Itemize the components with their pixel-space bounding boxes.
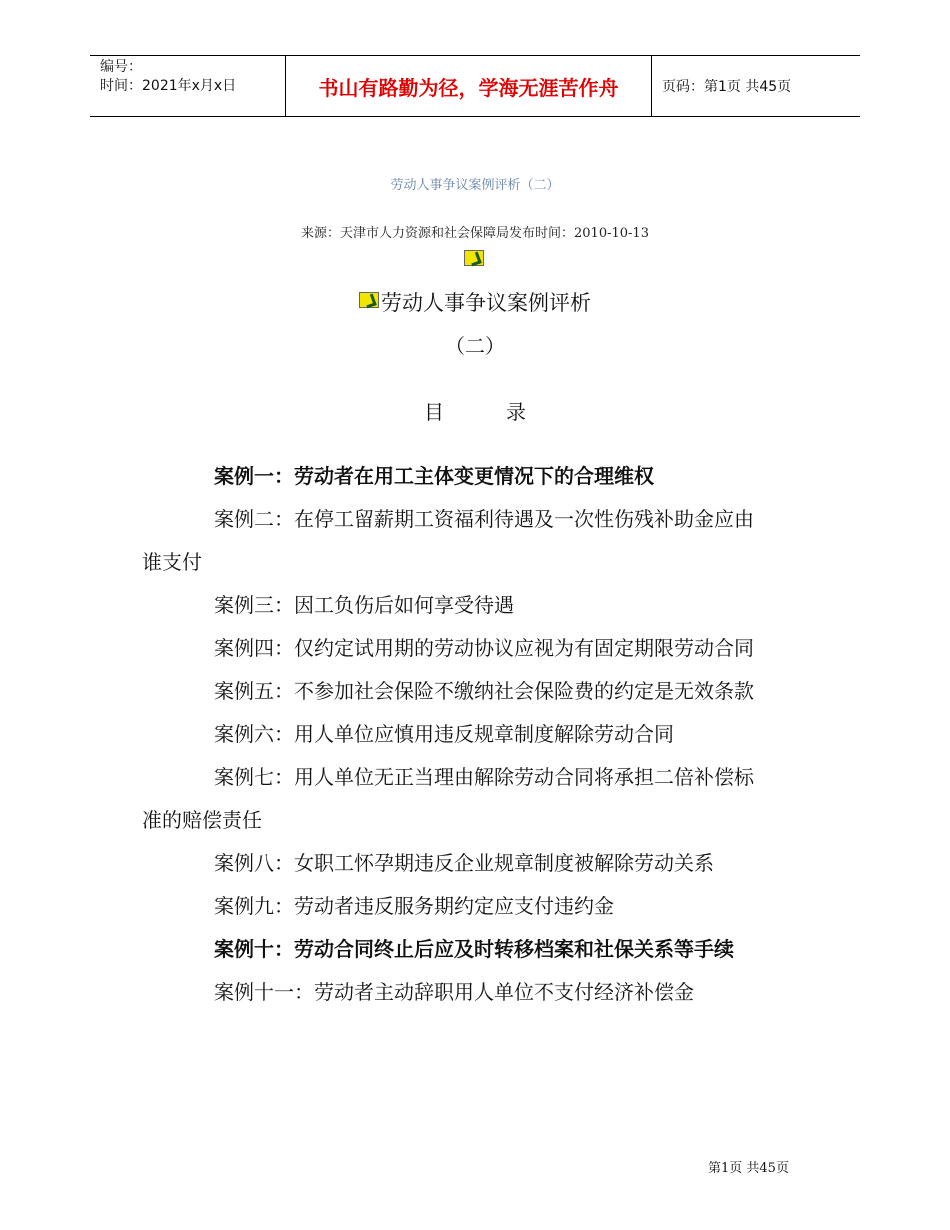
toc-item: 案例五：不参加社会保险不缴纳社会保险费的约定是无效条款 [214,679,754,703]
toc-item: 案例三：因工负伤后如何享受待遇 [214,593,514,617]
main-title [0,287,950,317]
toc-item: 案例十一：劳动者主动辞职用人单位不支付经济补偿金 [214,980,694,1004]
header-meta-cell [90,56,286,116]
motto-cell [286,56,652,116]
toc-item: 案例七：用人单位无正当理由解除劳动合同将承担二倍补偿标准的赔偿责任 [142,765,754,832]
main-title-text: 劳动人事争议案例评析 [381,291,591,315]
image-icon [464,250,484,266]
toc-item: 案例四：仅约定试用期的劳动协议应视为有固定期限劳动合同 [214,636,754,660]
toc-item: 案例十：劳动合同终止后应及时转移档案和社保关系等手续 [214,937,734,961]
toc-heading: 目录 [424,400,588,424]
header-table [90,55,860,117]
number-label: 编号： [100,59,142,75]
toc-item: 案例一：劳动者在用工主体变更情况下的合理维权 [214,464,654,488]
table-of-contents [142,455,762,1014]
toc-item: 案例二：在停工留薪期工资福利待遇及一次性伤残补助金应由谁支付 [142,507,754,574]
subtitle: （二） [445,334,505,358]
page-cell [652,56,860,116]
document-top-title: 劳动人事争议案例评析（二） [390,178,560,193]
toc-item: 案例九：劳动者违反服务期约定应支付违约金 [214,894,614,918]
source-line: 来源：天津市人力资源和社会保障局发布时间：2010-10-13 [301,226,649,241]
time-label: 时间：2021年x月x日 [100,78,237,94]
toc-item: 案例六：用人单位应慎用违反规章制度解除劳动合同 [214,722,674,746]
image-icon [359,292,379,308]
motto-text: 书山有路勤为径，学海无涯苦作舟 [318,75,619,100]
toc-item: 案例八：女职工怀孕期违反企业规章制度被解除劳动关系 [214,851,714,875]
page-label: 页码：第1页 共45页 [662,79,792,95]
footer-page-number: 第1页 共45页 [708,1161,789,1176]
